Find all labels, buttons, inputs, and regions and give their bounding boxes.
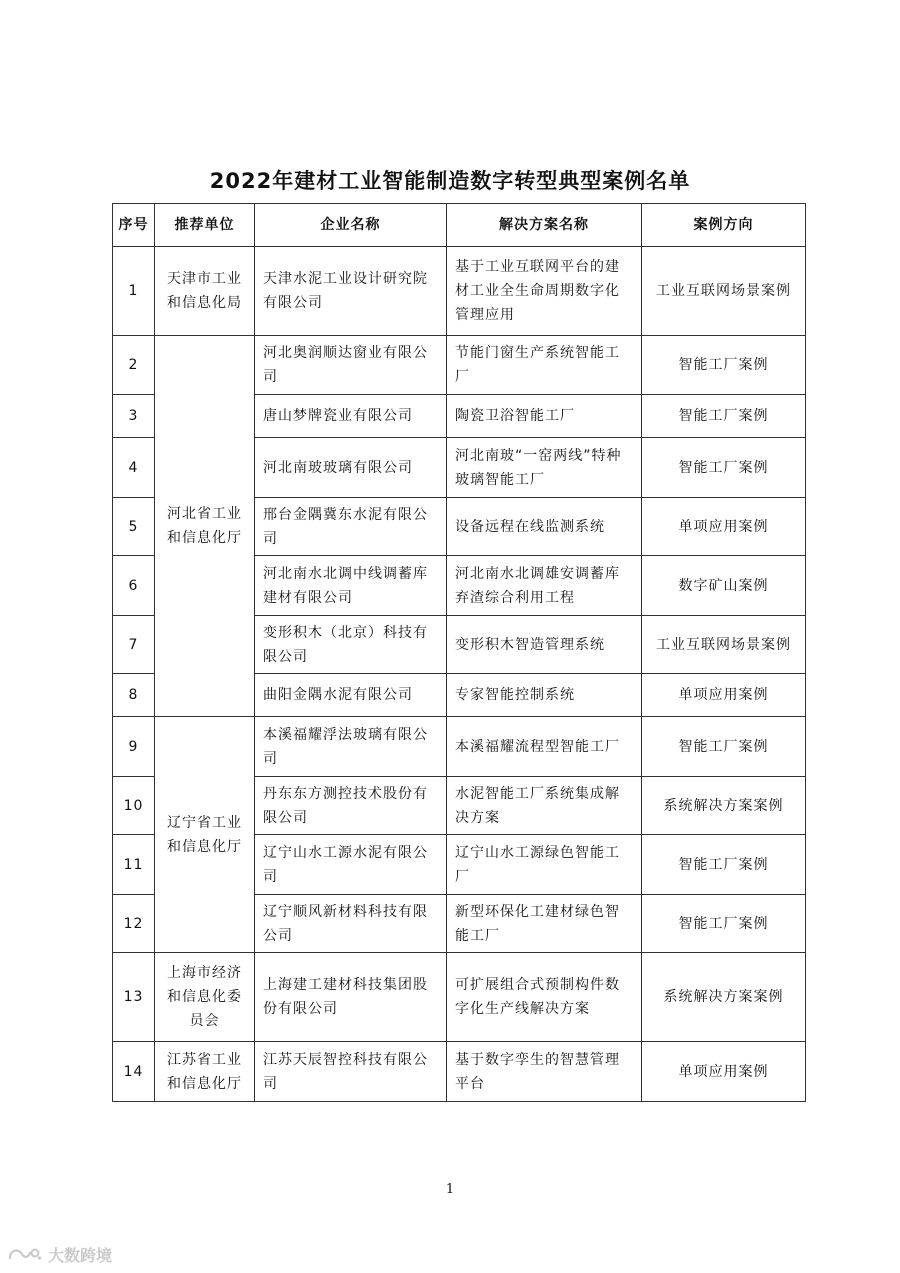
solution-cell: 变形积木智造管理系统 — [447, 616, 642, 674]
enterprise-cell: 河北奥润顺达窗业有限公司 — [255, 336, 447, 395]
watermark — [8, 1243, 112, 1265]
table-row — [113, 1042, 806, 1102]
direction-cell: 系统解决方案案例 — [642, 953, 806, 1042]
watermark-logo-icon — [8, 1246, 42, 1262]
serial-cell: 12 — [113, 895, 155, 953]
direction-cell: 系统解决方案案例 — [642, 777, 806, 835]
direction-cell: 智能工厂案例 — [642, 336, 806, 395]
serial-cell: 9 — [113, 717, 155, 777]
direction-cell: 单项应用案例 — [642, 1042, 806, 1102]
serial-cell: 10 — [113, 777, 155, 835]
page-number: 1 — [445, 1182, 455, 1197]
direction-cell: 工业互联网场景案例 — [642, 616, 806, 674]
recommender-cell: 天津市工业和信息化局 — [155, 247, 255, 336]
solution-cell: 专家智能控制系统 — [447, 674, 642, 717]
direction-cell: 智能工厂案例 — [642, 717, 806, 777]
solution-cell: 本溪福耀流程型智能工厂 — [447, 717, 642, 777]
direction-cell: 智能工厂案例 — [642, 895, 806, 953]
enterprise-cell: 唐山梦牌瓷业有限公司 — [255, 395, 447, 438]
direction-cell: 智能工厂案例 — [642, 438, 806, 498]
enterprise-cell: 本溪福耀浮法玻璃有限公司 — [255, 717, 447, 777]
serial-cell: 5 — [113, 498, 155, 556]
solution-cell: 基于工业互联网平台的建材工业全生命周期数字化管理应用 — [447, 247, 642, 336]
serial-cell: 2 — [113, 336, 155, 395]
table-row — [113, 953, 806, 1042]
enterprise-cell: 曲阳金隅水泥有限公司 — [255, 674, 447, 717]
enterprise-cell: 邢台金隅冀东水泥有限公司 — [255, 498, 447, 556]
page-title: 2022年建材工业智能制造数字转型典型案例名单 — [209, 169, 691, 193]
serial-cell: 11 — [113, 835, 155, 895]
header-enterprise: 企业名称 — [255, 204, 447, 247]
solution-cell: 可扩展组合式预制构件数字化生产线解决方案 — [447, 953, 642, 1042]
enterprise-cell: 河北南水北调中线调蓄库建材有限公司 — [255, 556, 447, 616]
direction-cell: 单项应用案例 — [642, 498, 806, 556]
enterprise-cell: 辽宁顺风新材料科技有限公司 — [255, 895, 447, 953]
enterprise-cell: 上海建工建材科技集团股份有限公司 — [255, 953, 447, 1042]
solution-cell: 新型环保化工建材绿色智能工厂 — [447, 895, 642, 953]
solution-cell: 基于数字孪生的智慧管理平台 — [447, 1042, 642, 1102]
table-row — [113, 717, 806, 777]
solution-cell: 节能门窗生产系统智能工厂 — [447, 336, 642, 395]
header-solution: 解决方案名称 — [447, 204, 642, 247]
direction-cell: 智能工厂案例 — [642, 395, 806, 438]
recommender-cell: 辽宁省工业和信息化厅 — [155, 717, 255, 953]
enterprise-cell: 丹东东方测控技术股份有限公司 — [255, 777, 447, 835]
watermark-text: 大数跨境 — [48, 1245, 113, 1265]
table-row — [113, 247, 806, 336]
solution-cell: 辽宁山水工源绿色智能工厂 — [447, 835, 642, 895]
direction-cell: 智能工厂案例 — [642, 835, 806, 895]
recommender-cell: 江苏省工业和信息化厅 — [155, 1042, 255, 1102]
solution-cell: 设备远程在线监测系统 — [447, 498, 642, 556]
table-header-row — [113, 204, 806, 247]
recommender-cell: 河北省工业和信息化厅 — [155, 336, 255, 717]
enterprise-cell: 河北南玻玻璃有限公司 — [255, 438, 447, 498]
direction-cell: 工业互联网场景案例 — [642, 247, 806, 336]
serial-cell: 13 — [113, 953, 155, 1042]
enterprise-cell: 变形积木（北京）科技有限公司 — [255, 616, 447, 674]
header-direction: 案例方向 — [642, 204, 806, 247]
solution-cell: 河北南水北调雄安调蓄库弃渣综合利用工程 — [447, 556, 642, 616]
case-list-table — [112, 203, 806, 1102]
solution-cell: 河北南玻“一窑两线”特种玻璃智能工厂 — [447, 438, 642, 498]
direction-cell: 数字矿山案例 — [642, 556, 806, 616]
table-row — [113, 336, 806, 395]
header-recommender: 推荐单位 — [155, 204, 255, 247]
serial-cell: 7 — [113, 616, 155, 674]
solution-cell: 陶瓷卫浴智能工厂 — [447, 395, 642, 438]
serial-cell: 6 — [113, 556, 155, 616]
solution-cell: 水泥智能工厂系统集成解决方案 — [447, 777, 642, 835]
enterprise-cell: 天津水泥工业设计研究院有限公司 — [255, 247, 447, 336]
serial-cell: 1 — [113, 247, 155, 336]
serial-cell: 8 — [113, 674, 155, 717]
header-serial: 序号 — [113, 204, 155, 247]
serial-cell: 3 — [113, 395, 155, 438]
serial-cell: 14 — [113, 1042, 155, 1102]
enterprise-cell: 辽宁山水工源水泥有限公司 — [255, 835, 447, 895]
serial-cell: 4 — [113, 438, 155, 498]
recommender-cell: 上海市经济和信息化委员会 — [155, 953, 255, 1042]
enterprise-cell: 江苏天辰智控科技有限公司 — [255, 1042, 447, 1102]
direction-cell: 单项应用案例 — [642, 674, 806, 717]
